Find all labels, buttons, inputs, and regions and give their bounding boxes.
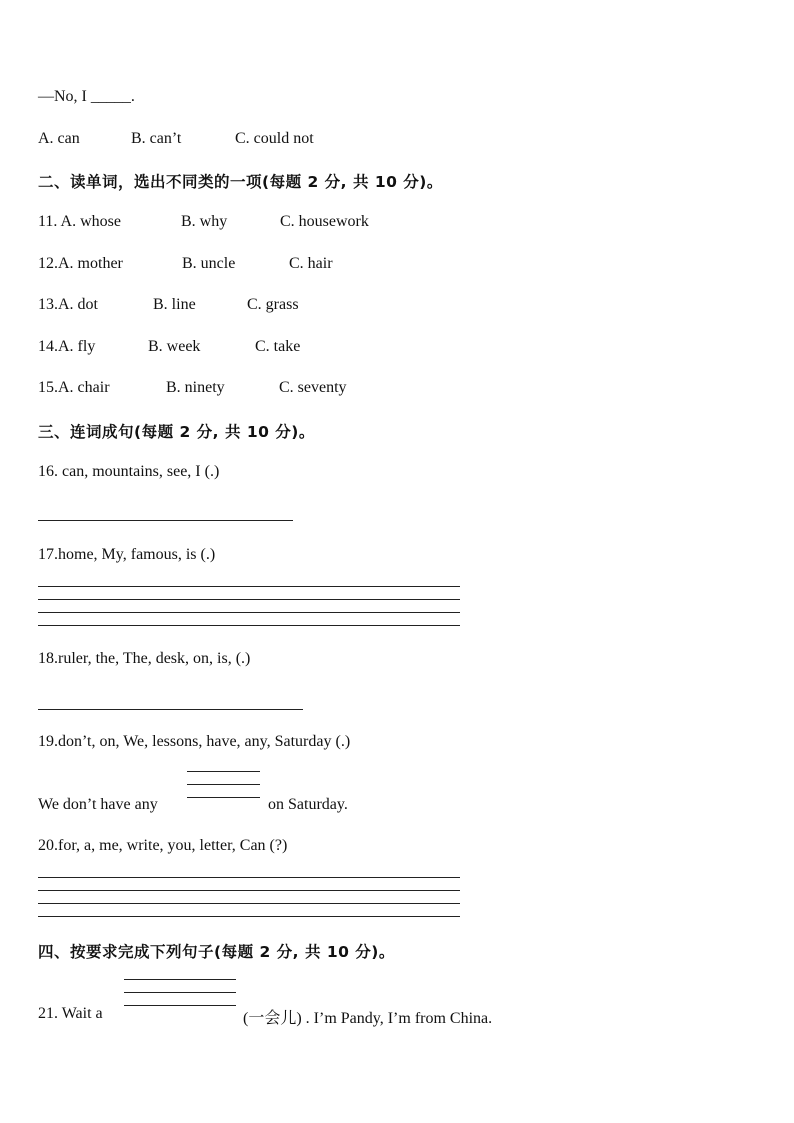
q13-option-c: C. grass [247,296,299,313]
q10-option-c: C. could not [235,130,314,147]
q14-option-c: C. take [255,338,301,355]
q10-text: —No, I _____. [38,88,135,105]
q12-option-b: B. uncle [182,255,236,272]
q11-option-a: 11. A. whose [38,213,121,230]
q20-prompt: 20.for, a, me, write, you, letter, Can (?) [38,837,288,854]
q15-option-b: B. ninety [166,379,225,396]
q11-option-c: C. housework [280,213,369,230]
section2-heading: 二、读单词，选出不同类的一项(每题 2 分, 共 10 分)。 [38,173,443,191]
section3-heading: 三、连词成句(每题 2 分, 共 10 分)。 [38,423,315,441]
q21-answer-lines[interactable] [124,979,236,1018]
q21-suffix: (一会儿) . I’m Pandy, I’m from China. [243,1010,493,1027]
q18-answer-line[interactable] [38,709,303,710]
q14-option-b: B. week [148,338,201,355]
q19-answer-prefix: We don’t have any [38,796,158,813]
q13-option-b: B. line [153,296,196,313]
q19-answer-lines[interactable] [187,771,260,810]
q19-prompt: 19.don’t, on, We, lessons, have, any, Saturday (.) [38,733,351,750]
q16-answer-line[interactable] [38,520,293,521]
q15-option-c: C. seventy [279,379,347,396]
q21-prefix: 21. Wait a [38,1005,103,1022]
q13-option-a: 13.A. dot [38,296,98,313]
q15-option-a: 15.A. chair [38,379,110,396]
q10-option-b: B. can’t [131,130,182,147]
q14-option-a: 14.A. fly [38,338,96,355]
q12-option-c: C. hair [289,255,333,272]
section4-heading: 四、按要求完成下列句子(每题 2 分, 共 10 分)。 [38,943,395,961]
q20-answer-lines[interactable] [38,877,460,929]
q17-prompt: 17.home, My, famous, is (.) [38,546,216,563]
q12-option-a: 12.A. mother [38,255,123,272]
q10-option-a: A. can [38,130,80,147]
q16-prompt: 16. can, mountains, see, I (.) [38,463,220,480]
q17-answer-lines[interactable] [38,586,460,638]
q11-option-b: B. why [181,213,228,230]
q18-prompt: 18.ruler, the, The, desk, on, is, (.) [38,650,251,667]
q19-answer-suffix: on Saturday. [268,796,348,813]
